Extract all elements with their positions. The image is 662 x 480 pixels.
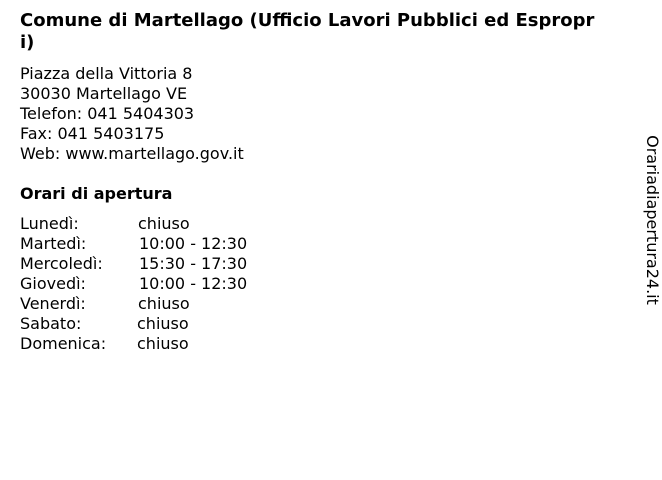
day-hours: chiuso (137, 334, 189, 353)
day-label: Sabato: (20, 314, 82, 333)
day-label: Giovedì: (20, 274, 86, 293)
day-label: Mercoledì: (20, 254, 103, 273)
fax-number: Fax: 041 5403175 (20, 124, 165, 143)
address-block (20, 64, 244, 164)
day-label: Martedì: (20, 234, 87, 253)
day-label: Domenica: (20, 334, 107, 353)
opening-hours-heading: Orari di apertura (20, 184, 173, 203)
day-label: Venerdì: (20, 294, 86, 313)
phone-number: Telefon: 041 5404303 (20, 104, 195, 123)
day-hours: chiuso (138, 294, 190, 313)
page-title: Comune di Martellago (Ufficio Lavori Pubblici ed Espropri) (20, 10, 595, 53)
day-hours: chiuso (138, 214, 190, 233)
day-label: Lunedì: (20, 214, 79, 233)
address-city: 30030 Martellago VE (20, 84, 188, 103)
site-watermark: Orariadiapertura24.it (643, 135, 662, 305)
day-hours: 10:00 - 12:30 (139, 234, 248, 253)
day-hours: chiuso (137, 314, 189, 333)
website: Web: www.martellago.gov.it (20, 144, 244, 163)
address-street: Piazza della Vittoria 8 (20, 64, 193, 83)
day-hours: 15:30 - 17:30 (139, 254, 248, 273)
day-hours: 10:00 - 12:30 (139, 274, 248, 293)
